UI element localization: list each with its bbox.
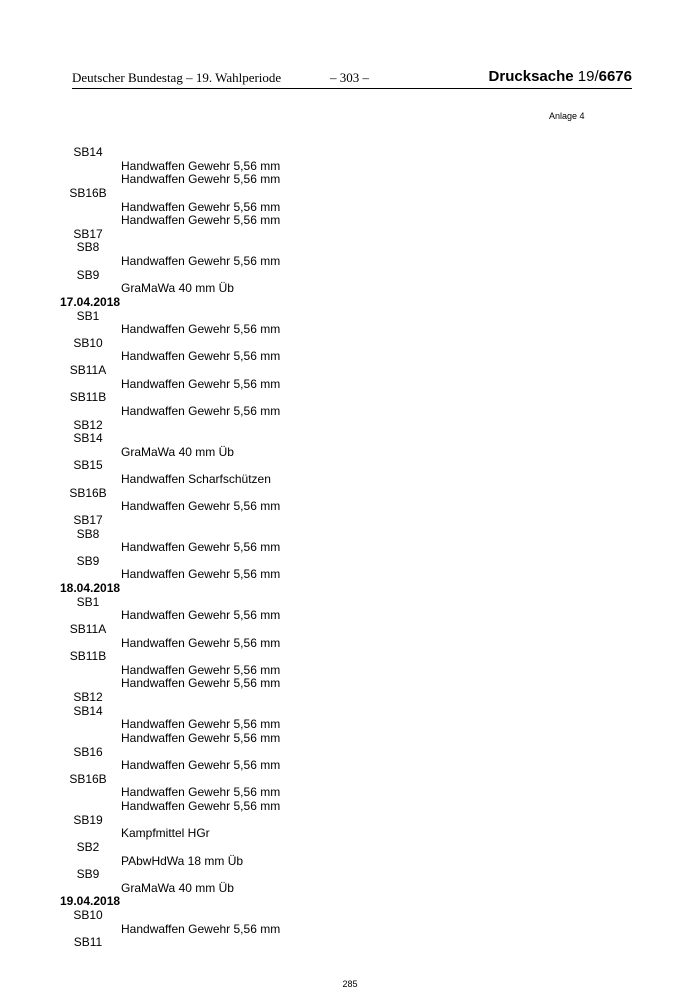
range-code: SB1	[76, 308, 100, 323]
weapon-entry-row	[0, 446, 700, 460]
weapon-label: GraMaWa 40 mm Üb	[121, 880, 234, 895]
weapon-entry-row	[0, 378, 700, 392]
weapon-label: Handwaffen Gewehr 5,56 mm	[121, 567, 281, 582]
range-code: SB2	[76, 839, 100, 854]
range-code-row	[0, 691, 700, 705]
weapon-label: Handwaffen Gewehr 5,56 mm	[121, 676, 281, 691]
weapon-label: Handwaffen Gewehr 5,56 mm	[121, 158, 281, 173]
weapon-label: Handwaffen Gewehr 5,56 mm	[121, 758, 281, 773]
range-code-row	[0, 391, 700, 405]
document-number-id: 6676	[598, 68, 632, 85]
range-code-row	[0, 337, 700, 351]
annex-label: Anlage 4	[549, 111, 585, 121]
range-code-row	[0, 514, 700, 528]
range-code: SB9	[76, 553, 100, 568]
weapon-entry-row	[0, 350, 700, 364]
range-code: SB16B	[69, 485, 107, 500]
weapon-entry-row	[0, 323, 700, 337]
weapon-entry-row	[0, 173, 700, 187]
weapon-label: Handwaffen Gewehr 5,56 mm	[121, 213, 281, 228]
weapon-label: Handwaffen Gewehr 5,56 mm	[121, 349, 281, 364]
weapon-entry-row	[0, 609, 700, 623]
range-code-row	[0, 459, 700, 473]
weapon-entry-row	[0, 473, 700, 487]
range-code-row	[0, 868, 700, 882]
range-code-row	[0, 487, 700, 501]
date-label: 17.04.2018	[60, 294, 121, 309]
range-code-row	[0, 936, 700, 950]
weapon-entry-row	[0, 677, 700, 691]
weapon-label: Handwaffen Gewehr 5,56 mm	[121, 403, 281, 418]
range-code: SB11A	[69, 363, 107, 377]
range-code-row	[0, 419, 700, 433]
weapon-label: Handwaffen Gewehr 5,56 mm	[121, 730, 281, 745]
weapon-label: Handwaffen Scharfschützen	[121, 472, 271, 486]
range-code-row	[0, 432, 700, 446]
weapon-entry-row	[0, 882, 700, 896]
range-code: SB12	[73, 690, 103, 704]
weapon-entry-row	[0, 405, 700, 419]
weapon-label: PAbwHdWa 18 mm Üb	[121, 853, 244, 868]
range-code: SB15	[73, 458, 103, 473]
document-number-session: 19/	[577, 68, 599, 85]
weapon-label: Handwaffen Gewehr 5,56 mm	[121, 785, 281, 800]
range-code-row	[0, 555, 700, 569]
weapon-label: Handwaffen Gewehr 5,56 mm	[121, 608, 281, 623]
weapon-entry-row	[0, 827, 700, 841]
date-label: 19.04.2018	[60, 894, 121, 909]
range-code-row	[0, 364, 700, 378]
weapon-label: Kampfmittel HGr	[121, 826, 210, 841]
range-code-row	[0, 814, 700, 828]
range-code-row	[0, 841, 700, 855]
range-code: SB14	[73, 703, 103, 718]
range-code: SB1	[76, 594, 100, 609]
weapon-label: Handwaffen Gewehr 5,56 mm	[121, 540, 281, 555]
weapon-entry-row	[0, 732, 700, 746]
date-label: 18.04.2018	[60, 581, 121, 595]
weapon-label: Handwaffen Gewehr 5,56 mm	[121, 662, 281, 677]
entry-list	[0, 146, 700, 950]
weapon-label: GraMaWa 40 mm Üb	[121, 281, 234, 296]
range-code: SB10	[73, 335, 103, 350]
weapon-label: Handwaffen Gewehr 5,56 mm	[121, 199, 281, 214]
weapon-label: Handwaffen Gewehr 5,56 mm	[121, 172, 281, 187]
weapon-label: Handwaffen Gewehr 5,56 mm	[121, 635, 281, 650]
range-code: SB11B	[69, 390, 107, 405]
weapon-entry-row	[0, 282, 700, 296]
range-code: SB17	[73, 226, 103, 241]
weapon-label: Handwaffen Gewehr 5,56 mm	[121, 254, 281, 268]
range-code: SB8	[76, 240, 100, 255]
running-header	[72, 70, 632, 89]
weapon-label: GraMaWa 40 mm Üb	[121, 444, 234, 459]
range-code: SB16	[73, 744, 103, 759]
range-code-row	[0, 241, 700, 255]
weapon-entry-row	[0, 214, 700, 228]
weapon-entry-row	[0, 541, 700, 555]
weapon-entry-row	[0, 500, 700, 514]
range-code-row	[0, 187, 700, 201]
weapon-label: Handwaffen Gewehr 5,56 mm	[121, 322, 281, 337]
range-code: SB12	[73, 417, 103, 432]
document-number	[489, 68, 632, 85]
range-code: SB16B	[69, 771, 107, 786]
range-code: SB19	[73, 812, 103, 827]
weapon-label: Handwaffen Gewehr 5,56 mm	[121, 376, 281, 391]
weapon-entry-row	[0, 800, 700, 814]
range-code: SB14	[73, 145, 103, 159]
weapon-label: Handwaffen Gewehr 5,56 mm	[121, 717, 281, 732]
range-code-row	[0, 269, 700, 283]
range-code-row	[0, 773, 700, 787]
range-code-row	[0, 909, 700, 923]
page-number: 285	[342, 979, 358, 989]
range-code: SB9	[76, 867, 100, 882]
range-code-row	[0, 596, 700, 610]
weapon-label: Handwaffen Gewehr 5,56 mm	[121, 799, 281, 813]
weapon-entry-row	[0, 718, 700, 732]
range-code: SB16B	[69, 185, 107, 200]
weapon-entry-row	[0, 664, 700, 678]
range-code-row	[0, 146, 700, 160]
date-heading	[0, 296, 700, 310]
range-code-row	[0, 228, 700, 242]
range-code-row	[0, 528, 700, 542]
publication-title: Deutscher Bundestag – 19. Wahlperiode	[72, 70, 282, 85]
range-code: SB17	[73, 512, 103, 527]
range-code: SB9	[76, 267, 100, 282]
range-code-row	[0, 310, 700, 324]
weapon-entry-row	[0, 855, 700, 869]
range-code-row	[0, 650, 700, 664]
weapon-entry-row	[0, 160, 700, 174]
range-code: SB10	[73, 908, 103, 922]
weapon-entry-row	[0, 201, 700, 215]
document-number-prefix: Drucksache	[488, 68, 578, 85]
weapon-label: Handwaffen Gewehr 5,56 mm	[121, 921, 281, 936]
range-code-row	[0, 746, 700, 760]
range-code-row	[0, 623, 700, 637]
weapon-entry-row	[0, 568, 700, 582]
weapon-entry-row	[0, 255, 700, 269]
weapon-label: Handwaffen Gewehr 5,56 mm	[121, 499, 281, 514]
date-heading	[0, 582, 700, 596]
weapon-entry-row	[0, 759, 700, 773]
weapon-entry-row	[0, 637, 700, 651]
range-code-row	[0, 705, 700, 719]
range-code: SB11A	[69, 621, 107, 636]
page-marker: – 303 –	[330, 70, 369, 85]
weapon-entry-row	[0, 786, 700, 800]
weapon-entry-row	[0, 923, 700, 937]
date-heading	[0, 895, 700, 909]
range-code: SB8	[76, 526, 100, 541]
range-code: SB14	[73, 431, 103, 446]
range-code: SB11	[73, 935, 103, 950]
range-code: SB11B	[69, 649, 107, 664]
